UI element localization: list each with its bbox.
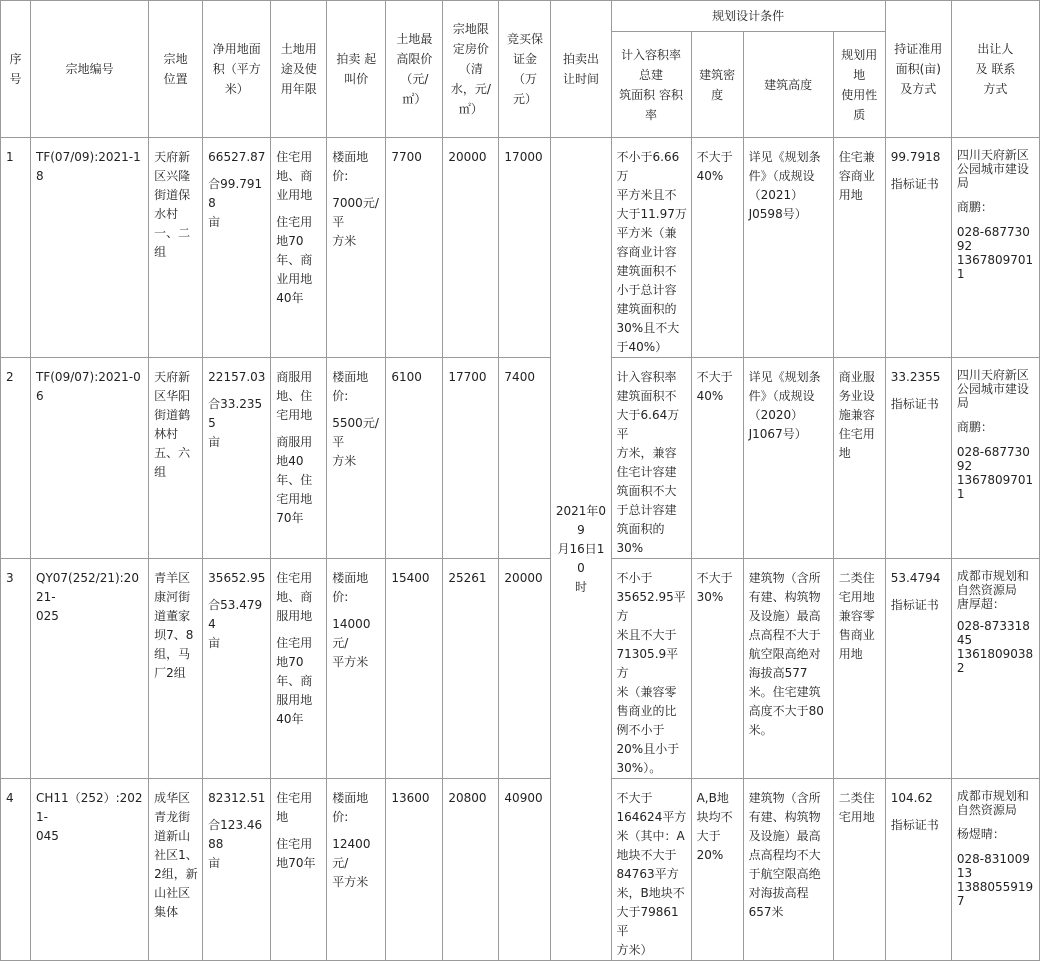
start-price-label: 楼面地 价: <box>332 571 369 604</box>
net-area-value: 22157.03 <box>208 370 266 384</box>
header-location: 宗地 位置 <box>149 1 203 138</box>
header-start-price: 拍卖 起 叫价 <box>327 1 386 138</box>
cell-start-price <box>327 779 386 961</box>
cell-height: 建筑物（含所 有建、构筑物 及设施）最高 点高程均不大 于航空限高绝 对海拔高程 657米 <box>743 779 833 961</box>
start-price-value: 7000元/平 方米 <box>332 196 379 248</box>
cell-seq: 1 <box>1 138 31 358</box>
cell-deposit: 20000 <box>499 559 551 779</box>
header-net-area: 净用地面 积（平方 米） <box>203 1 271 138</box>
cell-location: 青羊区 康河街 道董家 坝7、8 组，马 厂2组 <box>149 559 203 779</box>
land-use-term: 商服用 地40 年、住 宅用地 70年 <box>276 435 313 525</box>
cert-area: 104.62 <box>890 791 933 805</box>
cell-housing-cap: 17700 <box>443 358 499 559</box>
land-use-term: 住宅用 地70年 <box>276 837 316 870</box>
cell-plan-use: 二类住 宅用地 <box>833 779 885 961</box>
cell-location: 成华区 青龙街 道新山 社区1、 2组，新 山社区 集体 <box>149 779 203 961</box>
cell-density: 不大于 40% <box>691 138 743 358</box>
cell-parcel-no: QY07(252/21):2021- 025 <box>31 559 149 779</box>
start-price-value: 14000元/ 平方米 <box>332 617 371 669</box>
cell-net-area <box>203 779 271 961</box>
cell-contact <box>951 779 1039 961</box>
cell-contact <box>951 358 1039 559</box>
net-area-mu: 合33.2355 亩 <box>208 397 263 449</box>
contact-phone: 028-87331845 13618090382 <box>956 619 1034 675</box>
cell-seq: 4 <box>1 779 31 961</box>
cell-cert <box>885 138 951 358</box>
land-use-type: 住宅用 地、商 服用地 <box>276 571 313 623</box>
cell-density: 不大于 40% <box>691 358 743 559</box>
cell-net-area <box>203 138 271 358</box>
land-use-type: 商服用 地、住 宅用地 <box>276 370 313 422</box>
cell-location: 天府新 区兴隆 街道保 水村 一、二 组 <box>149 138 203 358</box>
table-row <box>1 559 1040 779</box>
contact-phone: 028-83100913 13880559197 <box>956 852 1034 908</box>
cell-max-price: 6100 <box>386 358 443 559</box>
start-price-label: 楼面地 价: <box>332 370 369 403</box>
cert-area: 53.4794 <box>890 571 941 585</box>
cell-far: 不小于 35652.95平方 米且不大于 71305.9平方 米（兼容零 售商业的比 例不小于 20%且小于 30%）。 <box>611 559 691 779</box>
cert-area: 33.2355 <box>890 370 941 384</box>
cert-method: 指标证书 <box>890 598 939 612</box>
header-land-use: 土地用 途及使 用年限 <box>271 1 327 138</box>
cell-cert <box>885 358 951 559</box>
land-use-term: 住宅用 地70 年、商 业用地 40年 <box>276 215 313 305</box>
contact-name: 杨煜晴： <box>956 827 1005 841</box>
header-deposit: 竞买保 证金 （万 元） <box>499 1 551 138</box>
land-use-type: 住宅用 地 <box>276 791 313 824</box>
cell-far: 不小于6.66万 平方米且不 大于11.97万 平方米（兼 容商业计容 建筑面积不 小于总计容 建筑面积的 30%且不大 于40%） <box>611 138 691 358</box>
header-height: 建筑高度 <box>743 32 833 138</box>
start-price-value: 5500元/平 方米 <box>332 416 379 468</box>
header-density: 建筑密 度 <box>691 32 743 138</box>
table-row <box>1 358 1040 559</box>
cell-seq: 3 <box>1 559 31 779</box>
cell-net-area <box>203 358 271 559</box>
cell-seq: 2 <box>1 358 31 559</box>
cell-height: 详见《规划条 件》（成规设 （2020） J1067号） <box>743 358 833 559</box>
cell-deposit: 17000 <box>499 138 551 358</box>
cert-method: 指标证书 <box>890 397 939 411</box>
cert-area: 99.7918 <box>890 150 941 164</box>
header-max-price: 土地最 高限价 （元/ ㎡） <box>386 1 443 138</box>
net-area-mu: 合123.4688 亩 <box>208 818 263 870</box>
cell-start-price <box>327 138 386 358</box>
cell-height: 建筑物（含所 有建、构筑物 及设施）最高 点高程不大于 航空限高绝对 海拔高577 米。住宅建筑 高度不大于80 米。 <box>743 559 833 779</box>
cell-deposit: 40900 <box>499 779 551 961</box>
cell-location: 天府新 区华阳 街道鹤 林村 五、六 组 <box>149 358 203 559</box>
cell-housing-cap: 20000 <box>443 138 499 358</box>
cell-plan-use: 二类住 宅用地 兼容零 售商业 用地 <box>833 559 885 779</box>
cell-net-area <box>203 559 271 779</box>
cell-land-use <box>271 138 327 358</box>
table-row <box>1 779 1040 961</box>
net-area-value: 35652.95 <box>208 571 266 585</box>
cell-plan-use: 商业服 务业设 施兼容 住宅用 地 <box>833 358 885 559</box>
cell-density: A,B地 块均不 大于 20% <box>691 779 743 961</box>
cell-contact <box>951 138 1039 358</box>
land-use-type: 住宅用 地、商 业用地 <box>276 150 313 202</box>
land-use-term: 住宅用 地70 年、商 服用地 40年 <box>276 636 313 726</box>
contact-org: 四川天府新区 公园城市建设 局 <box>956 148 1029 190</box>
cell-contact <box>951 559 1039 779</box>
net-area-value: 66527.87 <box>208 150 266 164</box>
contact-phone: 028-68773092 13678097011 <box>956 445 1034 501</box>
cell-parcel-no: TF(09/07):2021-06 <box>31 358 149 559</box>
cert-method: 指标证书 <box>890 177 939 191</box>
contact-org: 四川天府新区 公园城市建设 局 <box>956 368 1029 410</box>
header-contact: 出让人 及 联系 方式 <box>951 1 1039 138</box>
cell-land-use <box>271 559 327 779</box>
cell-cert <box>885 779 951 961</box>
cell-start-price <box>327 358 386 559</box>
cell-housing-cap: 20800 <box>443 779 499 961</box>
cell-land-use <box>271 779 327 961</box>
cell-start-price <box>327 559 386 779</box>
header-plan-use: 规划用 地 使用性 质 <box>833 32 885 138</box>
cell-far: 计入容积率 建筑面积不 大于6.64万平 方米，兼容 住宅计容建 筑面积不大 于总计容建 筑面积的 30% <box>611 358 691 559</box>
cell-max-price: 13600 <box>386 779 443 961</box>
contact-org: 成都市规划和 自然资源局 <box>956 789 1029 817</box>
start-price-value: 12400元/ 平方米 <box>332 837 371 889</box>
cell-far: 不大于 164624平方 米（其中：A 地块不大于 84763平方 米，B地块不 大于79861平 方米） <box>611 779 691 961</box>
contact-org: 成都市规划和 自然资源局 唐厚超： <box>956 569 1029 611</box>
contact-phone: 028-68773092 13678097011 <box>956 225 1034 281</box>
net-area-mu: 合99.7918 亩 <box>208 177 263 229</box>
cell-density: 不大于 30% <box>691 559 743 779</box>
header-far: 计入容积率 总建 筑面积 容积 率 <box>611 32 691 138</box>
start-price-label: 楼面地 价: <box>332 791 369 824</box>
header-housing-cap: 宗地限 定房价 （清 水，元/ ㎡） <box>443 1 499 138</box>
cell-parcel-no: CH11（252）:2021- 045 <box>31 779 149 961</box>
cert-method: 指标证书 <box>890 818 939 832</box>
header-auction-time: 拍卖出 让时间 <box>551 1 611 138</box>
header-parcel-no: 宗地编号 <box>31 1 149 138</box>
table-row <box>1 138 1040 358</box>
contact-name: 商鹏： <box>956 200 993 214</box>
cell-deposit: 7400 <box>499 358 551 559</box>
header-seq: 序 号 <box>1 1 31 138</box>
net-area-mu: 合53.4794 亩 <box>208 598 263 650</box>
cell-land-use <box>271 358 327 559</box>
contact-name: 商鹏： <box>956 420 993 434</box>
cell-max-price: 7700 <box>386 138 443 358</box>
cell-max-price: 15400 <box>386 559 443 779</box>
start-price-label: 楼面地 价: <box>332 150 369 183</box>
header-row-1 <box>1 1 1040 32</box>
cell-plan-use: 住宅兼 容商业 用地 <box>833 138 885 358</box>
header-cert: 持证准用 面积(亩) 及方式 <box>885 1 951 138</box>
net-area-value: 82312.51 <box>208 791 266 805</box>
cell-housing-cap: 25261 <box>443 559 499 779</box>
cell-parcel-no: TF(07/09):2021-18 <box>31 138 149 358</box>
cell-auction-time: 2021年09 月16日10 时 <box>551 138 611 961</box>
cell-height: 详见《规划条 件》（成规设 （2021） J0598号） <box>743 138 833 358</box>
header-plan-group: 规划设计条件 <box>611 1 885 32</box>
cell-cert <box>885 559 951 779</box>
